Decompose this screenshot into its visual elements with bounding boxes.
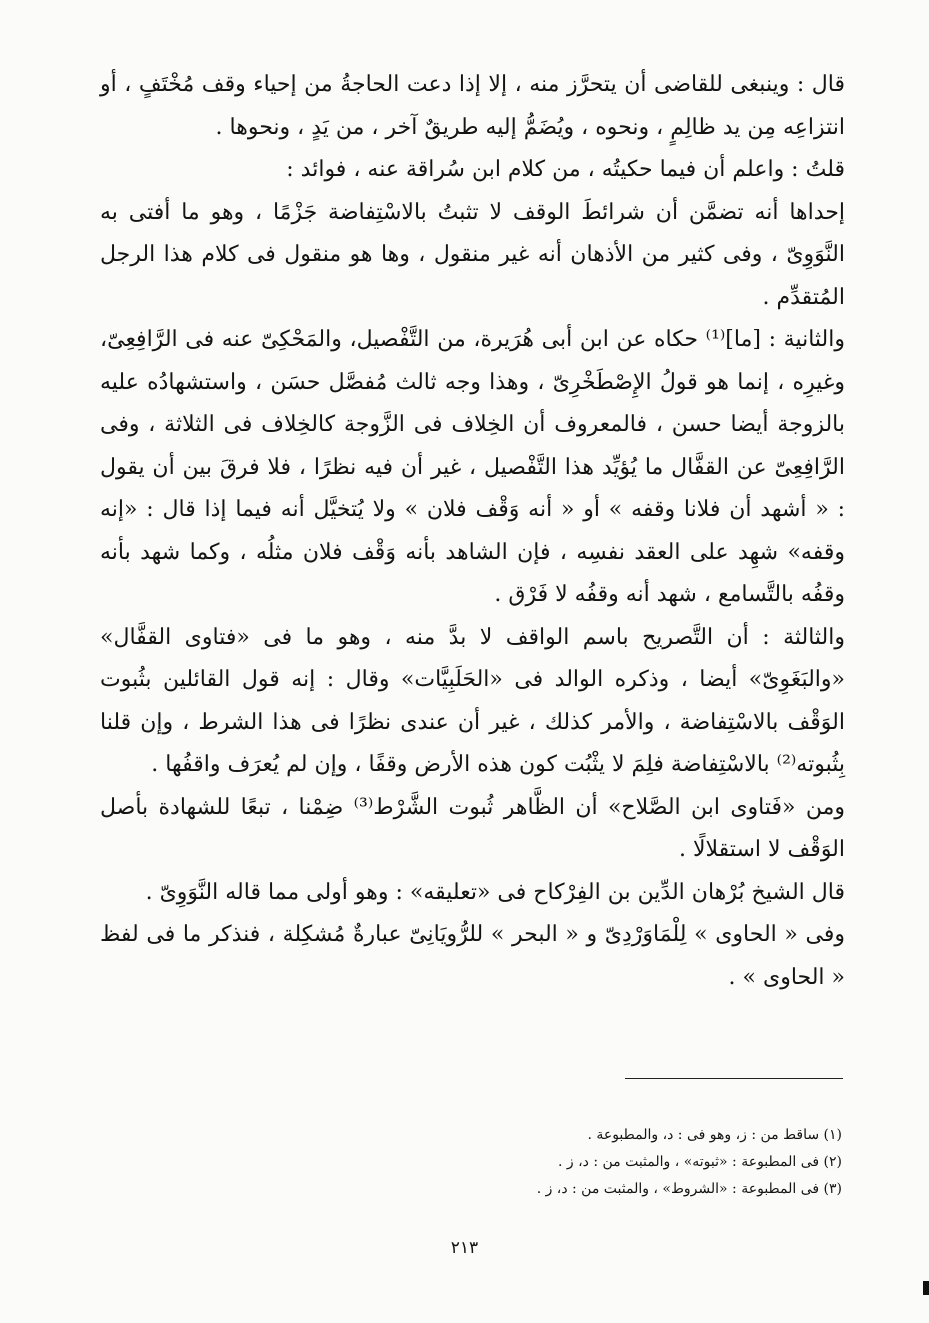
page-body: [100, 64, 845, 999]
paragraph-8: وفى « الحاوى » لِلْمَاوَرْدِىّ و « البحر » للرُّويَانِىّ عبارةٌ مُشكِلة ، فنذكر ما فى لفظ « الحاوى » .: [100, 922, 845, 990]
page-number: ٢١٣: [450, 1238, 479, 1258]
main-text: [100, 64, 845, 999]
paragraph-3: إحداها أنه تضمَّن أن شرائطَ الوقف لا تثبتُ بالاسْتِفاضة جَزْمًا ، وهو ما أفتى به النَّوَوِىّ ، وفى كثير من الأذهان أنه غير منقول ، وها هو منقول فى كلام هذا الرجل المُتقدِّم .: [100, 199, 845, 310]
paragraph-1: قال : وينبغى للقاضى أن يتحرَّز منه ، إلا إذا دعت الحاجةُ من إحياء وقف مُخْتَفٍ ، أو انتزاعِه مِن يد ظالِمٍ ، ونحوه ، ويُضَمُّ إليه طريقٌ آخر ، من يَدٍ ، ونحوها .: [100, 72, 845, 140]
footnote-3: (٣) فى المطبوعة : «الشروط» ، والمثبت من : د، ز .: [536, 1181, 842, 1197]
paragraph-5: والثالثة : أن التَّصريح باسم الواقف لا بدَّ منه ، وهو ما فى «فتاوى القفَّال» «والبَغَوِىّ» أيضا ، وذكره الوالد فى «الحَلَبِيَّات» وقال : إنه قول القائلين بثُبوت الوَقْف بالاسْتِفاضة ، والأمر كذلك ، غير أن عندى نظرًا فى هذا الشرط ، وإن قلنا بِثُبوته⁽²⁾ بالاسْتِفاضة فلِمَ لا يثْبُت كون هذه الأرض وقفًا ، وإن لم يُعرَف واقفُها .: [100, 624, 845, 777]
footnote-1: (١) ساقط من : ز، وهو فى : د، والمطبوعة .: [587, 1127, 842, 1143]
scan-edge-mark: [923, 1281, 929, 1295]
footnotes: [100, 1122, 842, 1203]
paragraph-7: قال الشيخ بُرْهان الدِّين بن الفِرْكاح فى «تعليقه» : وهو أولى مما قاله النَّوَوِىّ .: [145, 879, 845, 905]
paragraph-2: قلتُ : واعلم أن فيما حكيتُه ، من كلام ابن سُراقة عنه ، فوائد :: [286, 157, 845, 182]
footnote-divider: [625, 1078, 843, 1079]
paragraph-4: والثانية : [ما]⁽¹⁾ حكاه عن ابن أبى هُرَيرة، من التَّفْصيل، والمَحْكِىّ عنه فى الرَّافِعِىّ، وغيرِه ، إنما هو قولُ الإِصْطَخْرِىّ ، وهذا وجه ثالث مُفصَّل حسَن ، واستشهادُه عليه بالزوجة أيضا حسن ، فالمعروف أن الخِلاف فى الزَّوجة كالخِلاف فى الثلاثة ، وفى الرَّافِعِىّ عن القفَّال ما يُؤيِّد هذا التَّفْصيل ، غير أن فيه نظرًا ، فلا فرقَ بين أن يقول : « أشهد أن فلانا وقفه » أو « أنه وَقْف فلان » ولا يُتخيَّل أنه فيما إذا قال : «إنه وقفه» شهِد على العقد نفسِه ، فإن الشاهد بأنه وَقْف فلان مثلُه ، وكما شهد بأنه وقفُه بالتَّسامع ، شهد أنه وقفُه لا فَرْق .: [100, 327, 845, 607]
footnote-2: (٢) فى المطبوعة : «ثبوته» ، والمثبت من : د، ز .: [558, 1154, 842, 1170]
paragraph-6: ومن «فَتاوى ابن الصَّلاح» أن الظَّاهر ثُبوت الشَّرْط⁽³⁾ ضِمْنا ، تبعًا للشهادة بأصل الوَقْف لا استقلالًا .: [100, 794, 845, 862]
